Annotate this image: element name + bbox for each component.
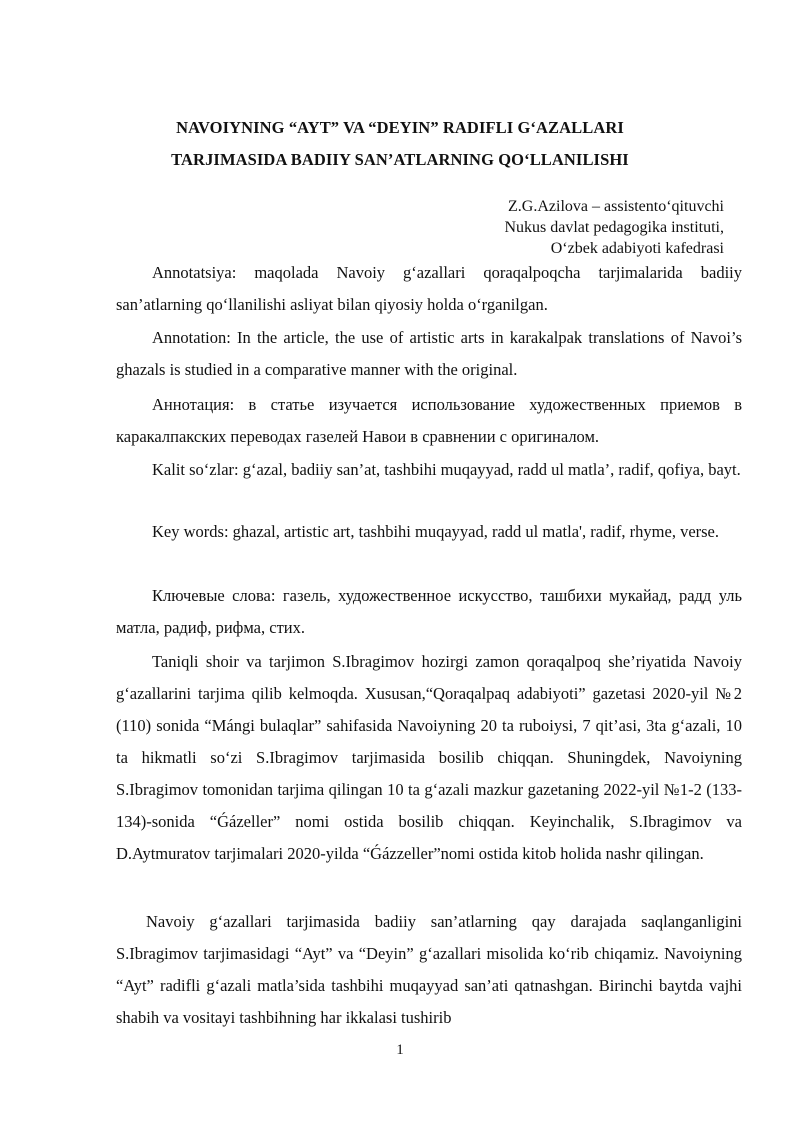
abstract-uz: Annotatsiya: maqolada Navoiy g‘azallari qoraqalpoqcha tarjimalarida badiiy san’atlarning qo‘llanilishi asliyat bilan qiyosiy holda o‘rganilgan. — [116, 263, 742, 314]
abstract-ru: Аннотация: в статье изучается использование художественных приемов в каракалпакских переводах газелей Навои в сравнении с оригиналом. — [116, 395, 742, 446]
department-line: O‘zbek adabiyoti kafedrasi — [550, 240, 724, 257]
page-number: 1 — [396, 1042, 404, 1058]
keywords-en: Key words: ghazal, artistic art, tashbihi muqayyad, radd ul matla', radif, rhyme, verse. — [152, 522, 720, 541]
title-line-1: NAVOIYNING “AYT” VA “DEYIN” RADIFLI G‘AZALLARI — [176, 118, 624, 137]
institution-line: Nukus davlat pedagogika instituti, — [504, 219, 724, 236]
title-line-2: TARJIMASIDA BADIIY SAN’ATLARNING QO‘LLANILISHI — [171, 150, 629, 169]
body-paragraph-2: Navoiy g‘azallari tarjimasida badiiy san’atlarning qay darajada saqlanganligini S.Ibragimov tarjimasidagi “Ayt” va “Deyin” g‘azallari misolida ko‘rib chiqamiz. Navoiyning “Ayt” radifli g‘azali matla’sida tashbihi muqayyad san’ati qatnashgan. Birinchi baytda vajhi shabih va vositayi tashbihning har ikkalasi tushirib — [116, 912, 742, 1027]
author-line: Z.G.Azilova – assistento‘qituvchi — [508, 198, 724, 215]
body-paragraph-1: Taniqli shoir va tarjimon S.Ibragimov hozirgi zamon qoraqalpoq she’riyatida Navoiy g‘azallarini tarjima qilib kelmoqda. Xususan,“Qoraqalpaq adabiyoti” gazetasi 2020-yil №2 (110) sonida “Mángi bulaqlar” sahifasida Navoiyning 20 ta ruboiysi, 7 qit’asi, 3ta g‘azali, 10 ta hikmatli so‘zi S.Ibragimov tarjimasida bosilib chiqqan. Shuningdek, Navoiyning S.Ibragimov tomonidan tarjima qilingan 10 ta g‘azali mazkur gazetaning 2022-yil №1-2 (133-134)-sonida “Ǵázeller” nomi ostida bosilib chiqqan. Keyinchalik, S.Ibragimov va D.Aytmuratov tarjimalari 2020-yilda “Ǵázzeller”nomi ostida kitob holida nashr qilingan. — [116, 652, 742, 863]
keywords-uz: Kalit so‘zlar: g‘azal, badiiy san’at, tashbihi muqayyad, radd ul matla’, radif, qofiya, bayt. — [152, 460, 741, 479]
keywords-ru: Ключевые слова: газель, художественное искусство, ташбихи мукайад, радд уль матла, радиф, рифма, стих. — [116, 586, 742, 637]
abstract-en: Annotation: In the article, the use of artistic arts in karakalpak translations of Navoi’s ghazals is studied in a comparative manner with the original. — [116, 328, 742, 379]
